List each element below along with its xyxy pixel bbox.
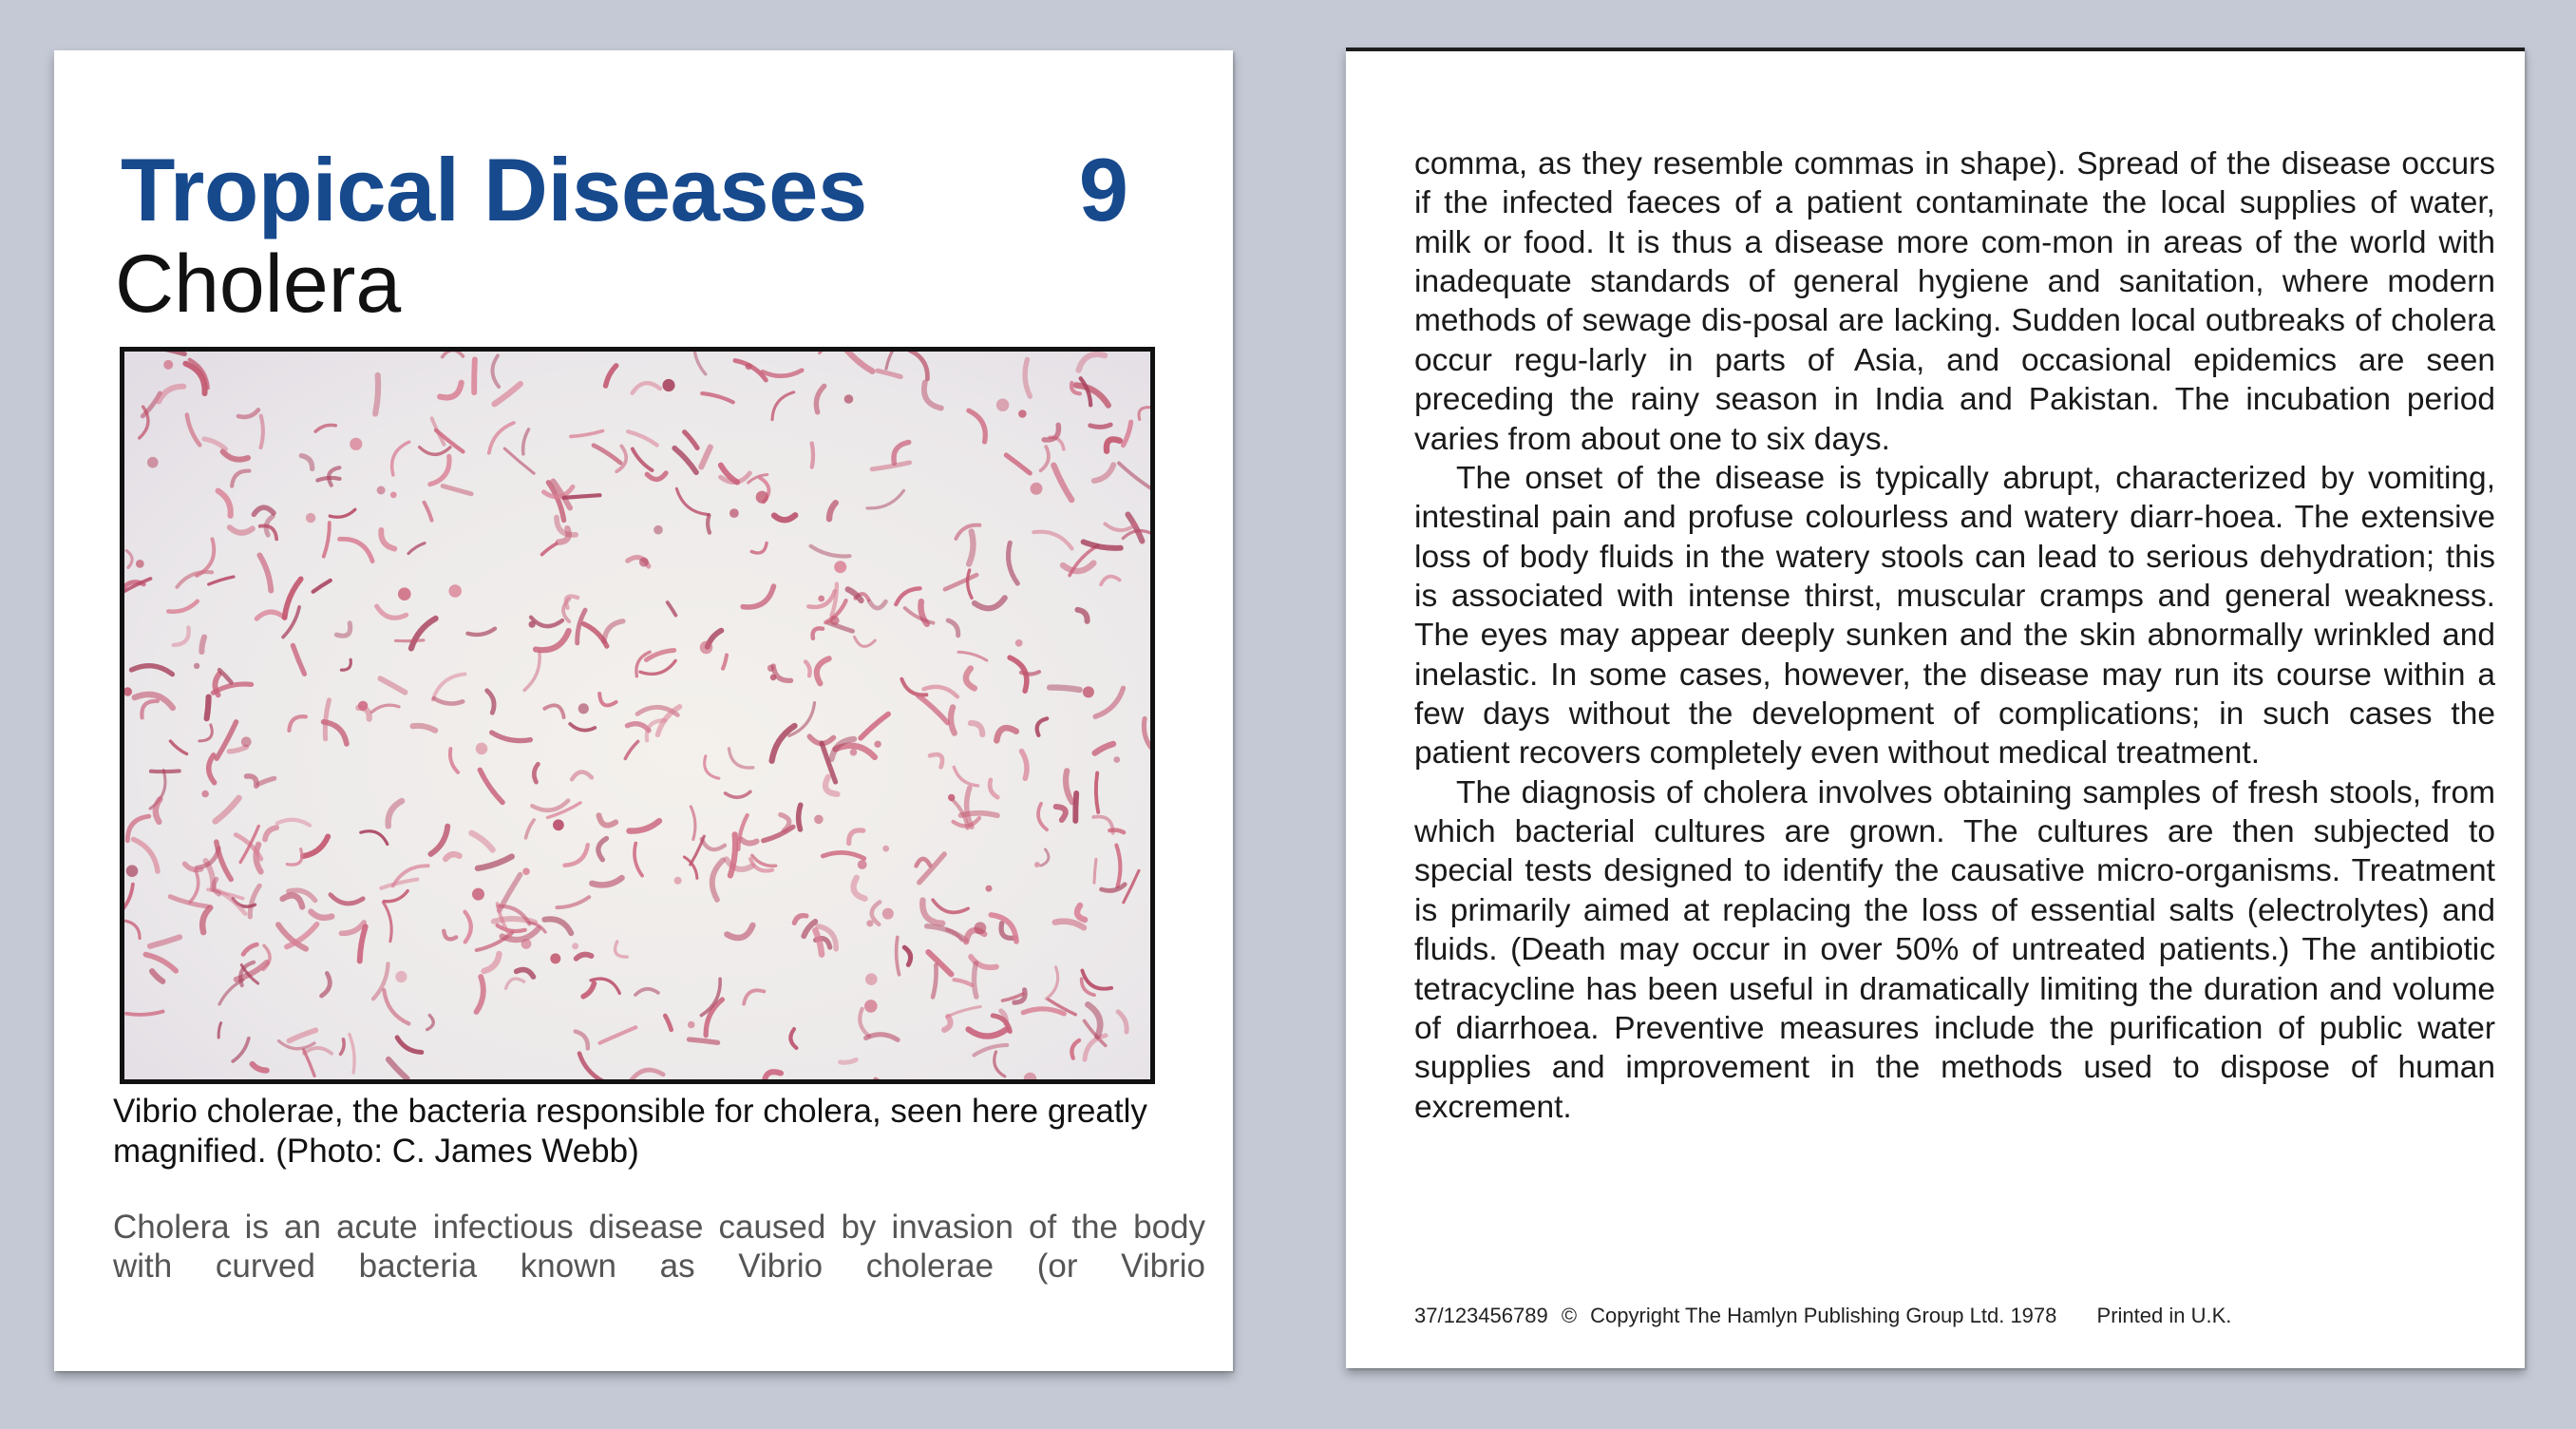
bacterium-dot <box>818 596 824 602</box>
bacterium-dot <box>398 587 411 600</box>
card-front <box>54 50 1233 1371</box>
bacterium-shape <box>812 444 813 467</box>
bacterium-shape <box>1096 773 1098 812</box>
bacterium-shape <box>1075 793 1076 821</box>
series-title: Tropical Diseases <box>121 140 867 239</box>
bacterium-dot <box>729 508 739 518</box>
micrograph-image <box>124 352 1150 1079</box>
bacterium-dot <box>770 675 777 681</box>
bacterium-shape <box>799 805 801 829</box>
bacterium-dot <box>578 703 589 714</box>
back-paragraph: The diagnosis of cholera involves obtaining samples of fresh stools, from which bacterial cultures are grown. The cultures are then subjected to special tests designed to identify the causative micro-organisms. Treatment is primarily aimed at replacing the loss of essential salts (electrolytes) and fluids. (Death may occur in over 50% of untreated patients.) The antibiotic tetracycline has been useful in dramatically limiting the duration and volume of diarrhoea. Preventive measures include the purification of public water supplies and improvement in the methods used to dispose of human excrement. <box>1414 774 2495 1125</box>
bacterium-dot <box>147 457 159 468</box>
bacterium-dot <box>1113 756 1120 763</box>
front-body-text: Cholera is an acute infectious disease caused by invasion of the body with curved bacteria known as Vibrio cholerae (or Vibrio <box>113 1209 1205 1286</box>
bacterium-dot <box>390 492 397 499</box>
printed-in-text: Printed in U.K. <box>2096 1304 2232 1327</box>
bacterium-dot <box>756 491 768 504</box>
bacterium-dot <box>163 360 173 370</box>
bacterium-shape <box>708 515 710 532</box>
card-code: 37/123456789 <box>1414 1304 1548 1327</box>
bacterium-dot <box>1031 483 1043 495</box>
card-subtitle: Cholera <box>115 238 402 330</box>
bacterium-dot <box>201 791 209 798</box>
bacterium-dot <box>472 888 484 901</box>
bacterium-dot <box>241 736 252 747</box>
bacterium-shape <box>1094 859 1096 883</box>
copyright-symbol: © <box>1561 1304 1578 1327</box>
bacteria-photo <box>120 347 1155 1084</box>
bacterium-dot <box>126 865 139 877</box>
bacterium-shape <box>1050 688 1080 690</box>
bacterium-dot <box>639 558 649 567</box>
bacterium-dot <box>834 561 846 573</box>
bacterium-dot <box>850 749 858 756</box>
bacterium-dot <box>975 922 987 934</box>
bacterium-shape <box>207 697 209 719</box>
bacterium-dot <box>830 616 840 625</box>
bacterium-dot <box>1034 862 1040 867</box>
bacterium-shape <box>375 375 378 414</box>
bacterium-dot <box>814 815 824 825</box>
bacterium-dot <box>358 701 368 711</box>
bacterium-dot <box>448 584 462 598</box>
bacterium-dot <box>874 741 881 748</box>
bacterium-shape <box>690 1039 718 1042</box>
bacterium-dot <box>529 621 536 628</box>
bacterium-dot <box>136 560 144 568</box>
bacterium-dot <box>350 438 362 450</box>
bacterium-dot <box>700 641 713 655</box>
bacterium-shape <box>1090 425 1111 427</box>
bacterium-dot <box>395 971 407 982</box>
card-number: 9 <box>1078 140 1128 239</box>
card-back <box>1346 48 2525 1368</box>
bacterium-dot <box>674 877 682 885</box>
back-body-text <box>1414 144 2495 1127</box>
bacterium-dot <box>553 819 564 830</box>
bacterium-dot <box>996 399 1009 411</box>
copyright-text: Copyright The Hamlyn Publishing Group Ltd. 1978 <box>1590 1304 2057 1327</box>
bacterium-dot <box>767 665 774 672</box>
photo-caption: Vibrio cholerae, the bacteria responsible for cholera, seen here greatly magnified. (Photo: C. James Webb) <box>113 1093 1147 1170</box>
bacterium-dot <box>844 394 854 404</box>
bacterium-dot <box>986 886 993 892</box>
bacterium-dot <box>653 525 663 535</box>
bacterium-shape <box>841 1059 857 1062</box>
bacterium-dot <box>865 973 878 985</box>
bacterium-shape <box>396 640 424 641</box>
bacterium-dot <box>882 908 894 920</box>
bacterium-dot <box>522 867 530 875</box>
bacterium-dot <box>377 486 386 495</box>
bacterium-dot <box>1018 410 1027 418</box>
bacterium-dot <box>194 663 199 669</box>
bacterium-dot <box>864 1000 878 1013</box>
bacterium-shape <box>261 416 263 448</box>
bacterium-dot <box>550 953 560 963</box>
bacterium-dot <box>948 794 955 801</box>
bacterium-shape <box>974 963 975 997</box>
bacterium-shape <box>474 359 475 392</box>
bacterium-dot <box>866 920 873 926</box>
bacterium-dot <box>858 860 867 869</box>
back-paragraph: comma, as they resemble commas in shape). Spread of the disease occurs if the infected faeces of a patient contaminate the local supplies of water, milk or food. It is thus a disease more com-mon in areas of the world with inadequate standards of general hygiene and sanitation, where modern methods of sewage dis-posal are lacking. Sudden local outbreaks of cholera occur regu-larly in parts of Asia, and occasional epidemics are seen preceding the rainy season in India and Pakistan. The incubation period varies from about one to six days. <box>1414 146 2495 457</box>
back-paragraph: The onset of the disease is typically abrupt, characterized by vomiting, intestinal pain and profuse colourless and watery diarr-hoea. The extensive loss of body fluids in the watery stools can lead to serious dehydration; this is associated with intense thirst, muscular cramps and general weakness. The eyes may appear deeply sunken and the skin abnormally wrinkled and inelastic. In some cases, however, the disease may run its course within a few days without the development of complications; in such cases the patient recovers completely even without medical treatment. <box>1414 460 2495 772</box>
bacterium-shape <box>564 495 600 498</box>
bacterium-dot <box>688 1021 695 1029</box>
bacterium-dot <box>662 379 674 391</box>
bacterium-dot <box>476 743 488 755</box>
bacterium-dot <box>306 513 315 523</box>
bacterium-dot <box>746 363 752 370</box>
bacterium-shape <box>201 638 204 652</box>
bacterium-dot <box>882 846 889 852</box>
card-footer <box>1414 1304 2239 1328</box>
bacterium-dot <box>1083 686 1094 697</box>
bacterium-dot <box>572 943 578 949</box>
bacterium-dot <box>521 939 532 949</box>
bacterium-dot <box>1015 639 1023 647</box>
